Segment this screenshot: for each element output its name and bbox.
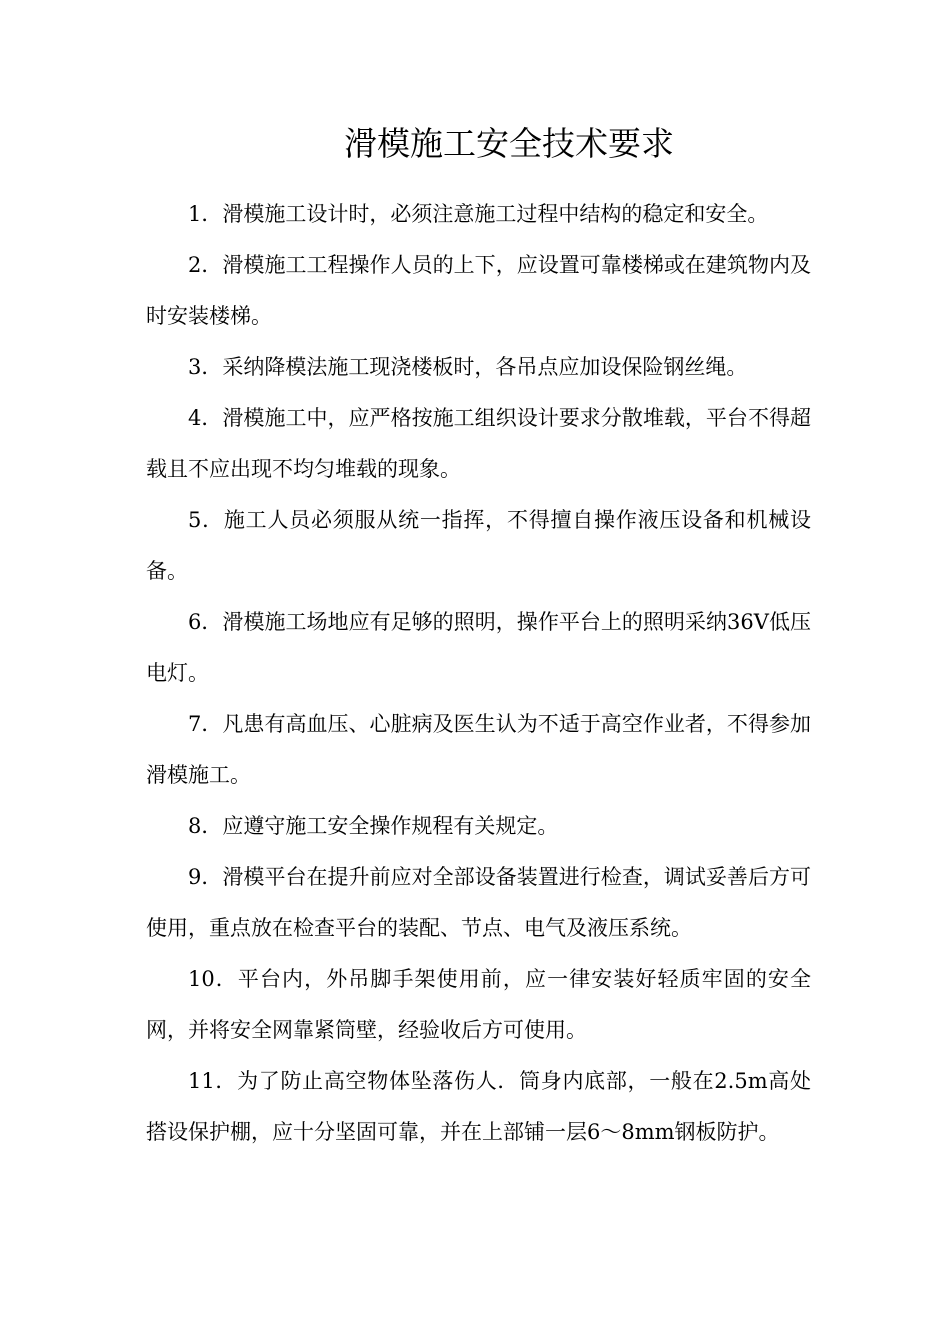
paragraph-5: 5．施工人员必须服从统一指挥，不得擅自操作液压设备和机械设备。 bbox=[146, 508, 811, 583]
paragraph-8: 8．应遵守施工安全操作规程有关规定。 bbox=[188, 814, 559, 838]
paragraph-4: 4．滑模施工中，应严格按施工组织设计要求分散堆载，平台不得超载且不应出现不均匀堆载的现象。 bbox=[146, 406, 811, 481]
paragraph-2: 2．滑模施工工程操作人员的上下，应设置可靠楼梯或在建筑物内及时安装楼梯。 bbox=[146, 253, 811, 328]
paragraph-10: 10．平台内，外吊脚手架使用前，应一律安装好轻质牢固的安全网，并将安全网靠紧筒壁，经验收后方可使用。 bbox=[146, 967, 811, 1042]
document-title: 滑模施工安全技术要求 bbox=[344, 124, 674, 163]
paragraph-1: 1．滑模施工设计时，必须注意施工过程中结构的稳定和安全。 bbox=[188, 202, 769, 226]
paragraph-9: 9．滑模平台在提升前应对全部设备装置进行检查，调试妥善后方可使用，重点放在检查平台的装配、节点、电气及液压系统。 bbox=[146, 865, 811, 940]
paragraph-3: 3．采纳降模法施工现浇楼板时，各吊点应加设保险钢丝绳。 bbox=[188, 355, 748, 379]
paragraph-6: 6．滑模施工场地应有足够的照明，操作平台上的照明采纳36V低压电灯。 bbox=[146, 610, 811, 685]
paragraph-7: 7．凡患有高血压、心脏病及医生认为不适于高空作业者，不得参加滑模施工。 bbox=[146, 712, 811, 787]
document-body bbox=[146, 189, 811, 1158]
paragraph-11: 11．为了防止高空物体坠落伤人．筒身内底部，一般在2.5m高处搭设保护棚，应十分坚固可靠，并在上部铺一层6～8mm钢板防护。 bbox=[146, 1069, 811, 1144]
